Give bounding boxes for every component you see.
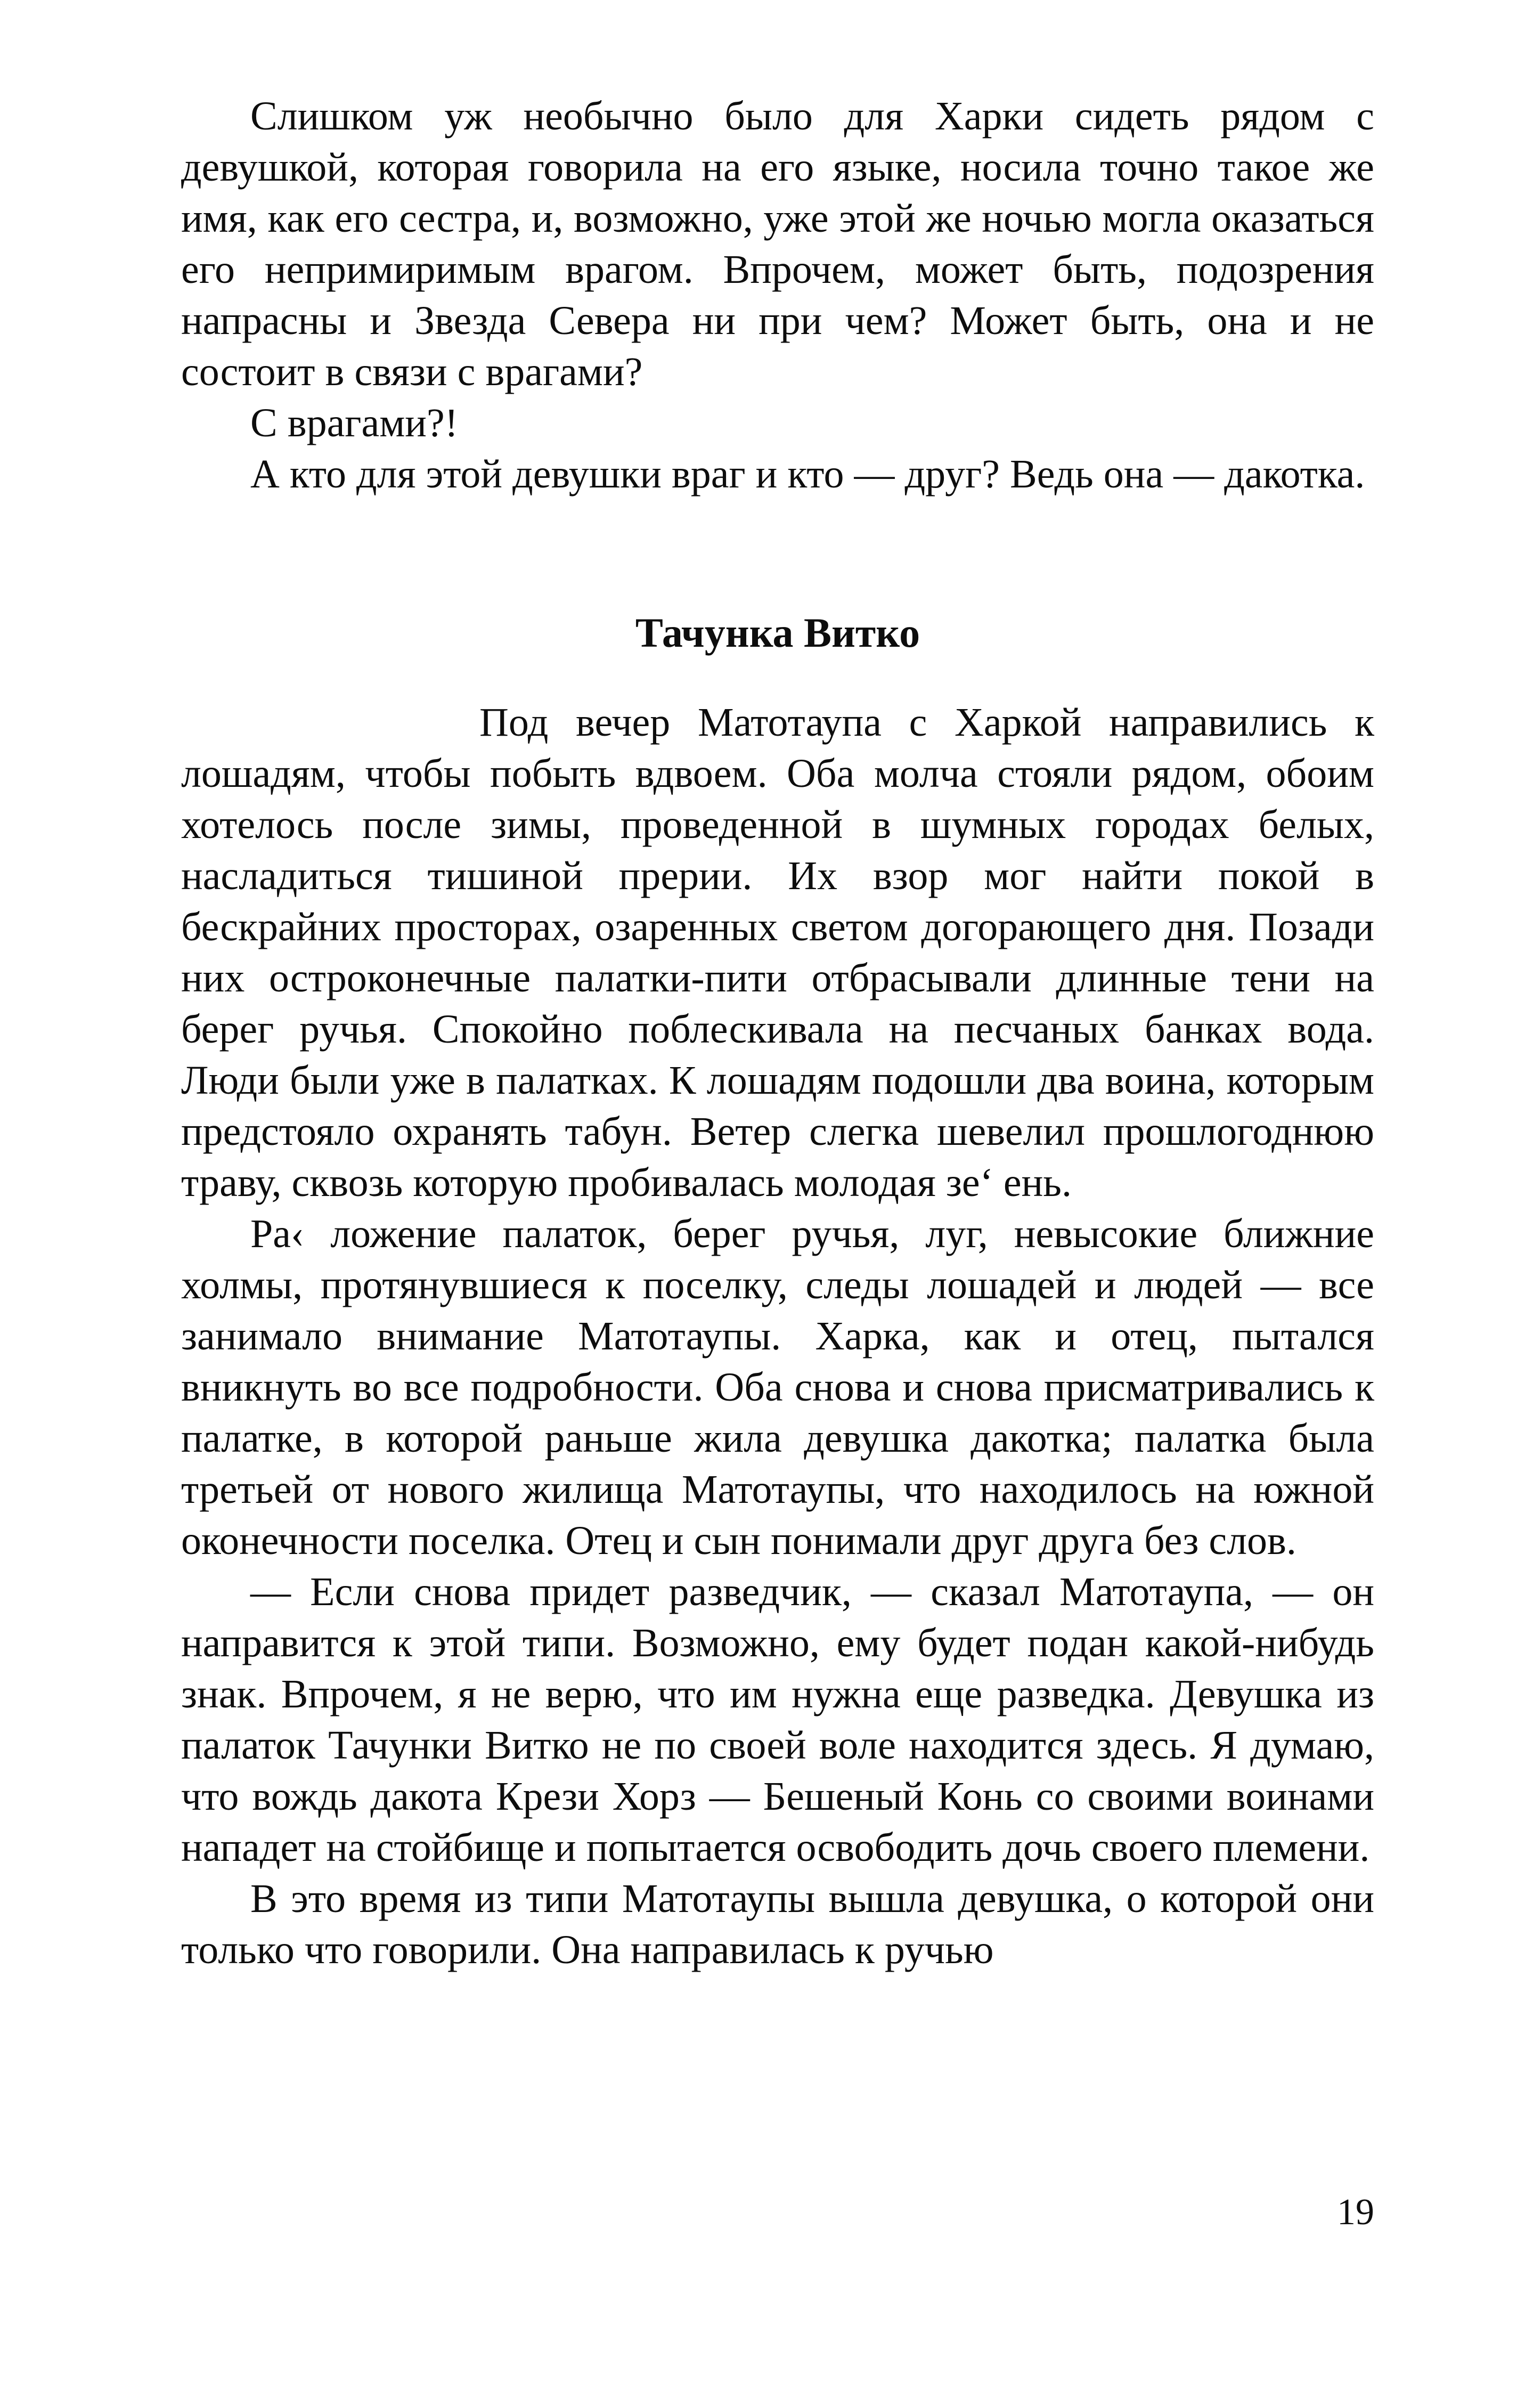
paragraph: Ра‹ ложение палаток, берег ручья, луг, невысокие ближние холмы, протянувшиеся к поселку, следы лошадей и людей — все занимало внимание Матотаупы. Харка, как и отец, пытался вникнуть во все подробности. Оба снова и снова присматривались к палатке, в которой раньше жила девушка дакотка; палатка была третьей от нового жилища Матотаупы, что находилось на южной оконечности поселка. Отец и сын понимали друг друга без слов.: [181, 1211, 1374, 1563]
paragraph: Слишком уж необычно было для Харки сидеть рядом с девушкой, которая говорила на его языке, носила точно такое же имя, как его сестра, и, возможно, уже этой же ночью могла оказаться его непримиримым врагом. Впрочем, может быть, подозрения напрасны и Звезда Севера ни при чем? Может быть, она и не состоит в связи с врагами?: [181, 94, 1374, 394]
paragraph: А кто для этой девушки враг и кто — друг? Ведь она — дакотка.: [250, 452, 1365, 497]
spacer: [181, 660, 1374, 697]
page-number: 19: [1337, 2192, 1374, 2233]
spacer: [181, 500, 1374, 606]
book-page: [181, 91, 1374, 2328]
paragraph: С врагами?!: [250, 401, 459, 445]
chapter-heading: Тачунка Витко: [635, 609, 920, 656]
paragraph: В это время из типи Матотаупы вышла девушка, о которой они только что говорили. Она направилась к ручью: [181, 1876, 1374, 1972]
paragraph: — Если снова придет разведчик, — сказал Матотаупа, — он направится к этой типи. Возможно, ему будет подан какой-нибудь знак. Впрочем, я не верю, что им нужна еще разведка. Девушка из палаток Тачунки Витко не по своей воле находится здесь. Я думаю, что вождь дакота Крези Хорз — Бешеный Конь со своими воинами нападет на стойбище и попытается освободить дочь своего племени.: [181, 1569, 1374, 1870]
paragraph: Под вечер Матотаупа с Харкой направились к лошадям, чтобы побыть вдвоем. Оба молча стояли рядом, обоим хотелось после зимы, проведенной в шумных городах белых, насладиться тишиной прерии. Их взор мог найти покой в бескрайних просторах, озаренных светом догорающего дня. Позади них остроконечные палатки-пити отбрасывали длинные тени на берег ручья. Спокойно поблескивала на песчаных банках вода. Люди были уже в палатках. К лошадям подошли два воина, которым предстояло охранять табун. Ветер слегка шевелил прошлогоднюю траву, сквозь которую пробивалась молодая зе‘ ень.: [181, 700, 1374, 1205]
